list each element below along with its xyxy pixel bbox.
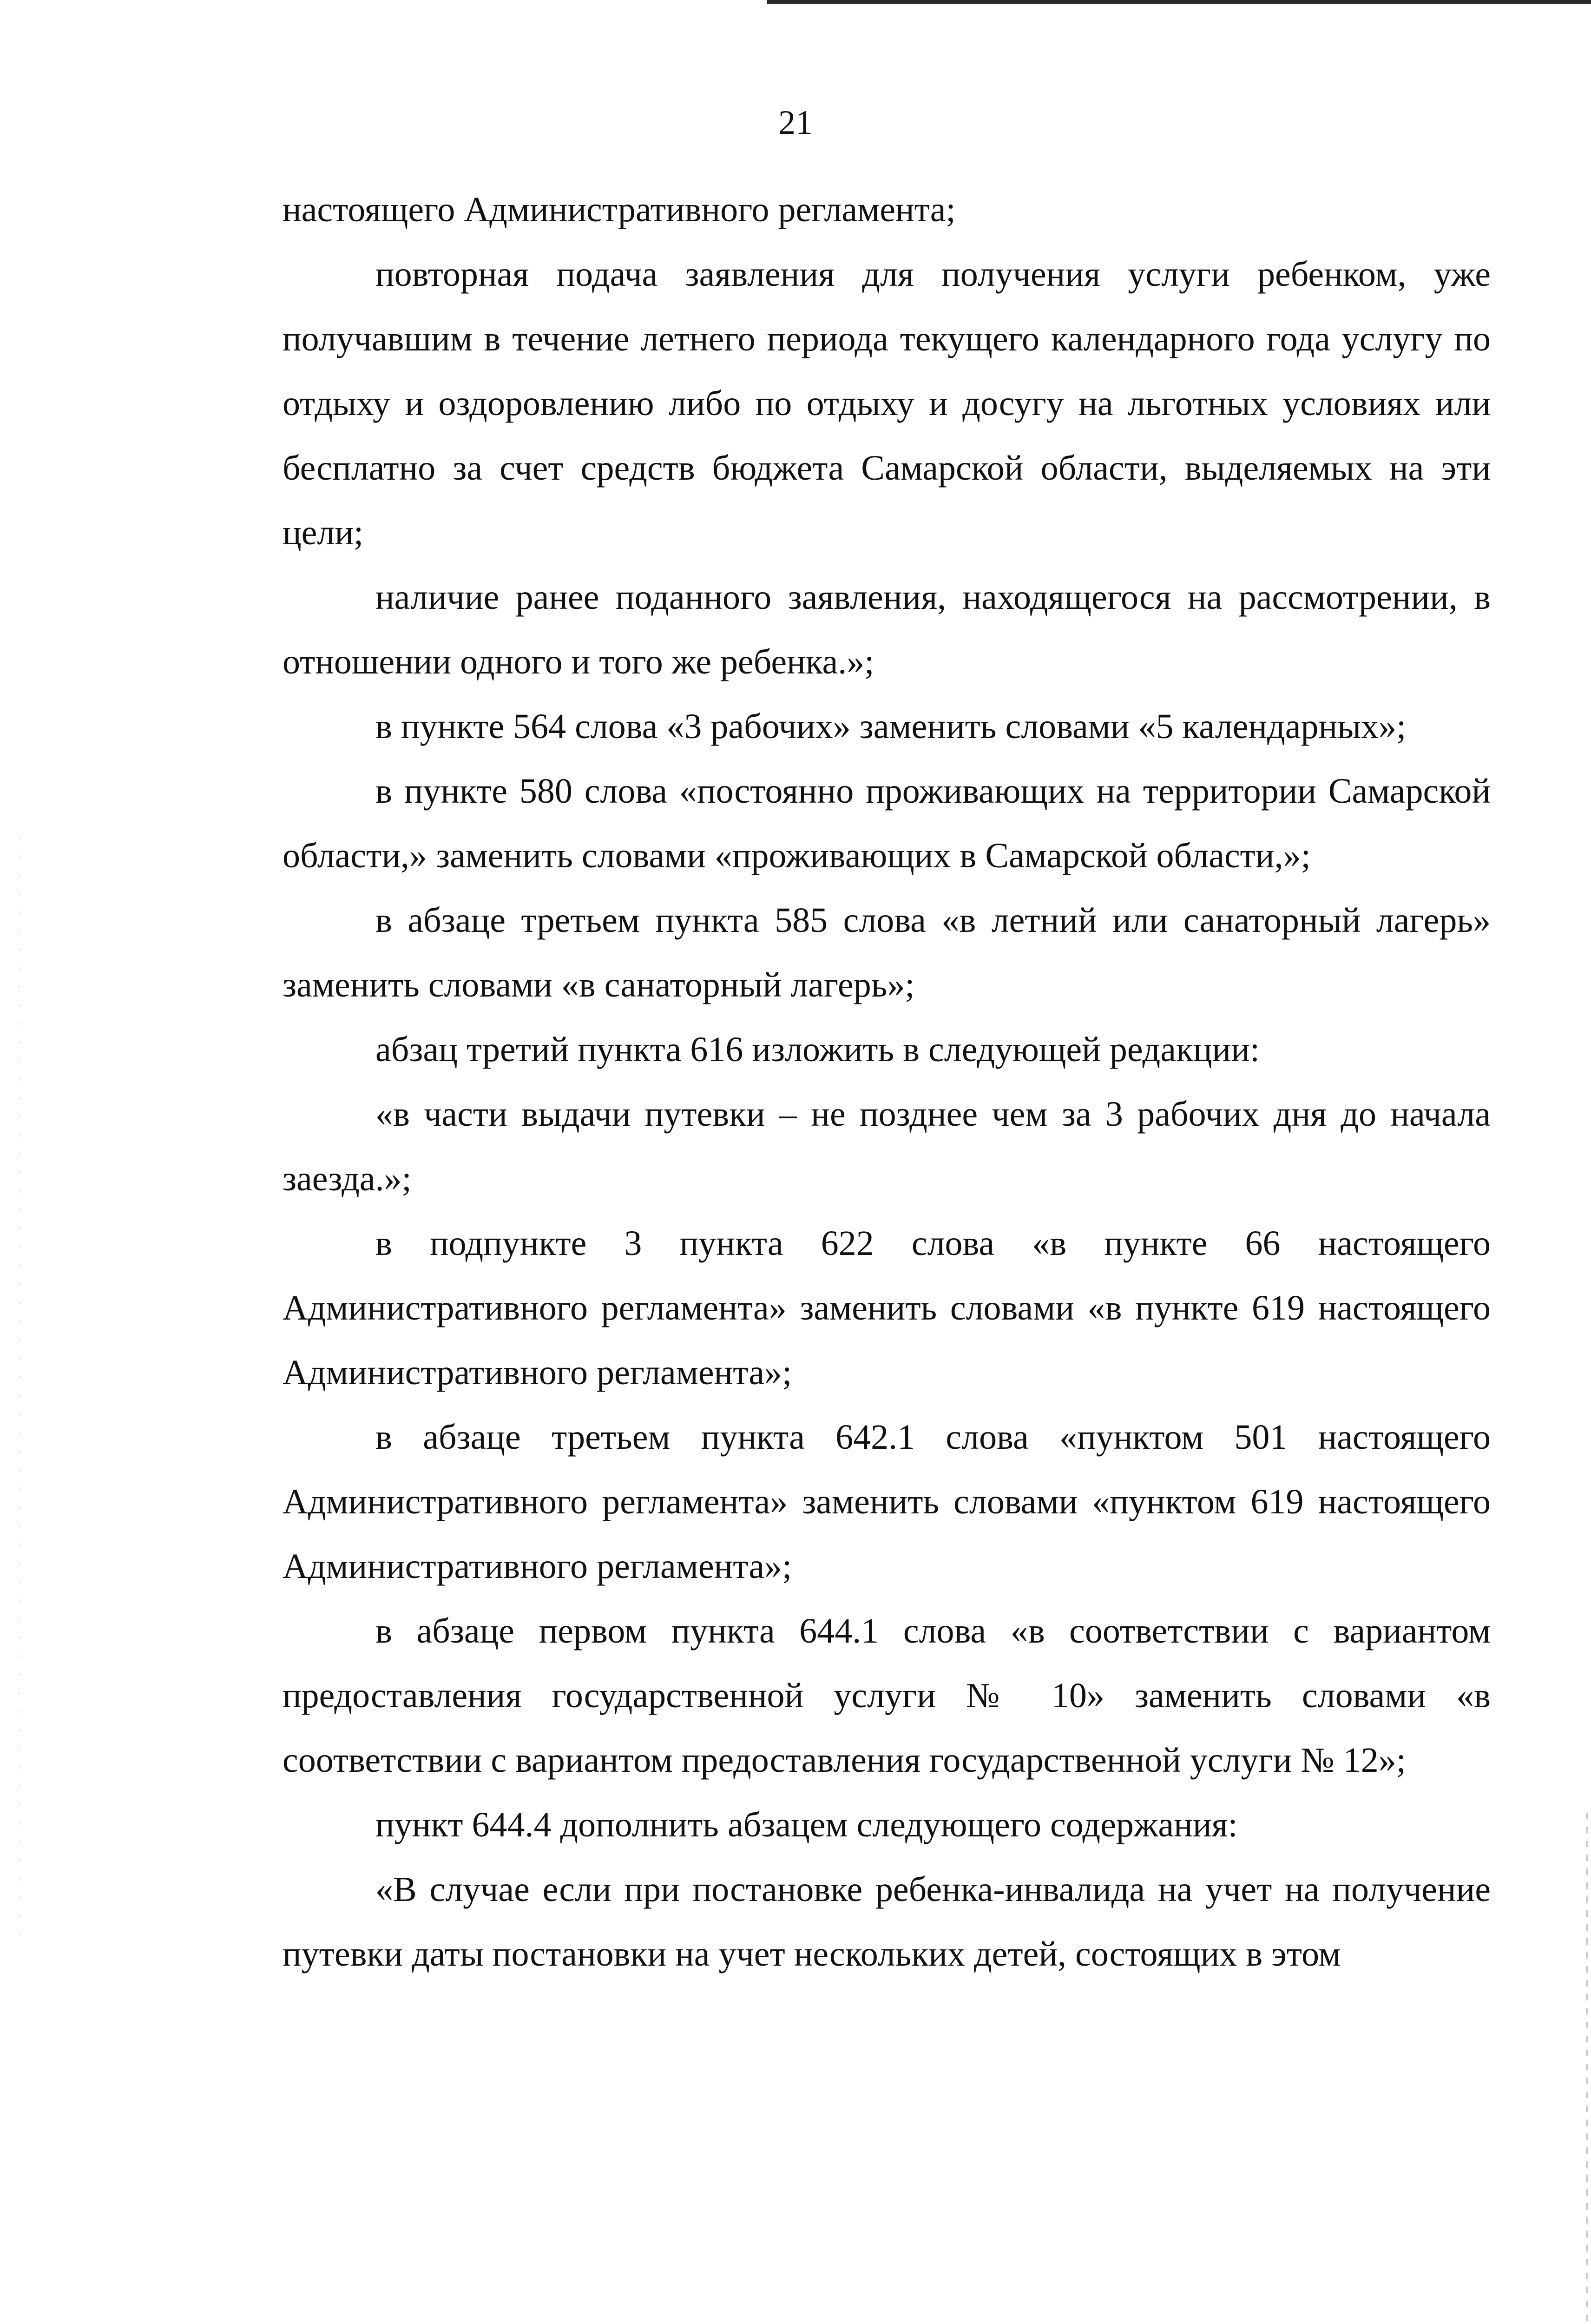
paragraph-item-580: в пункте 580 слова «постоянно проживающих на территории Самарской области,» заменить словами «проживающих в Самарской области,»; (283, 772, 1491, 875)
paragraph-continuation: настоящего Административного регламента; (283, 190, 956, 229)
paragraph-item-622: в подпункте 3 пункта 622 слова «в пункте 66 настоящего Административного регламента» заменить словами «в пункте 619 настоящего Административного регламента»; (283, 1224, 1491, 1392)
scan-left-edge-artifact (19, 837, 20, 1952)
paragraph-pending-application: наличие ранее поданного заявления, находящегося на рассмотрении, в отношении одного и того же ребенка.»; (283, 578, 1491, 681)
scan-right-edge-artifact (1586, 1813, 1588, 2324)
scan-top-border (767, 0, 1591, 4)
paragraph-item-644-4: пункт 644.4 дополнить абзацем следующего содержания: (375, 1805, 1238, 1844)
paragraph-repeat-application: повторная подача заявления для получения услуги ребенком, уже получавшим в течение летнего периода текущего календарного года услугу по отдыху и оздоровлению либо по отдыху и досугу на льготных условиях или бесплатно за счет средств бюджета Самарской области, выделяемых на эти цели; (283, 255, 1491, 552)
document-body (283, 178, 1491, 1987)
page-number: 21 (778, 104, 813, 142)
paragraph-item-644-1: в абзаце первом пункта 644.1 слова «в соответствии с вариантом предоставления государственной услуги № 10» заменить словами «в соответствии с вариантом предоставления государственной услуги № 12»; (283, 1611, 1491, 1780)
paragraph-item-642-1: в абзаце третьем пункта 642.1 слова «пунктом 501 настоящего Административного регламента» заменить словами «пунктом 619 настоящего Административного регламента»; (283, 1418, 1491, 1586)
paragraph-item-616: абзац третий пункта 616 изложить в следующей редакции: (375, 1030, 1260, 1069)
paragraph-item-585: в абзаце третьем пункта 585 слова «в летний или санаторный лагерь» заменить словами «в санаторный лагерь»; (283, 901, 1491, 1004)
paragraph-item-564: в пункте 564 слова «3 рабочих» заменить словами «5 календарных»; (375, 707, 1407, 746)
paragraph-item-644-4-text: «В случае если при постановке ребенка-инвалида на учет на получение путевки даты постановки на учет нескольких детей, состоящих в этом (283, 1870, 1491, 1974)
paragraph-item-616-text: «в части выдачи путевки – не позднее чем за 3 рабочих дня до начала заезда.»; (283, 1095, 1491, 1198)
